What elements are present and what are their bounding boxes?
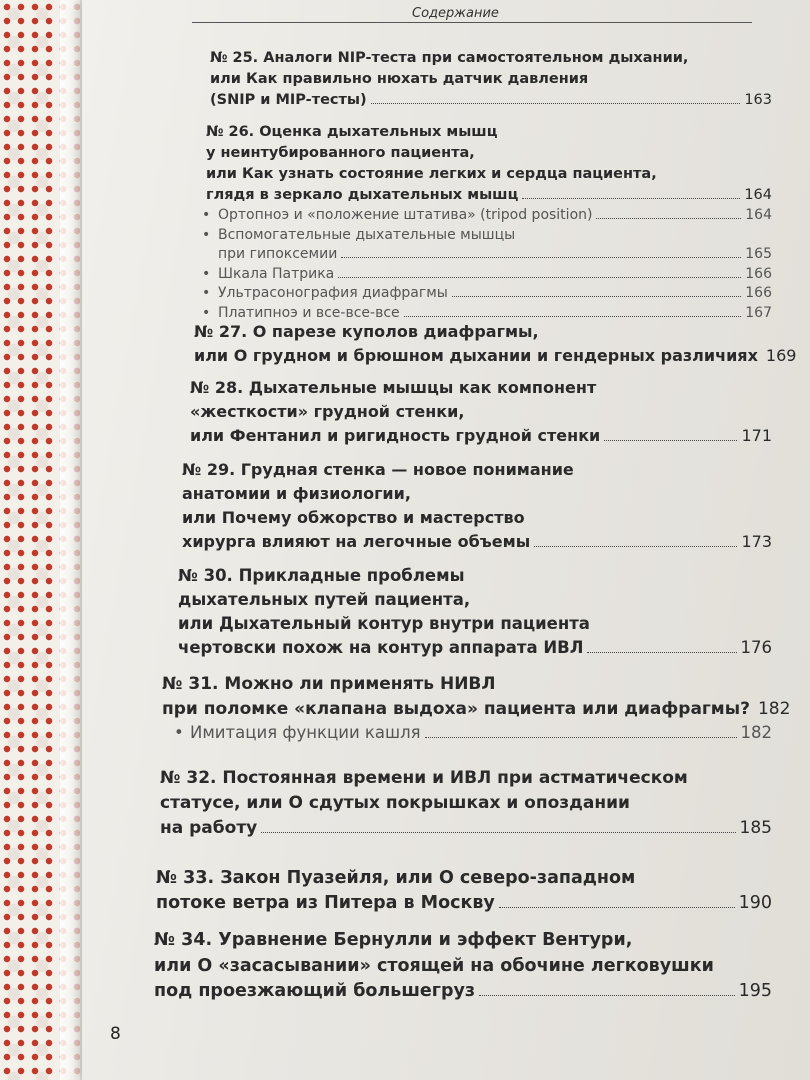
bullet-icon: • [202, 304, 211, 321]
toc-entry-page: 185 [739, 818, 772, 838]
toc-entry-title-text: (SNIP и MIP-тесты) [210, 92, 367, 108]
toc-entry-title-line [210, 69, 772, 90]
toc-subentry-page: 164 [745, 207, 772, 223]
toc-subentry-line [202, 265, 772, 285]
dot-leader [338, 277, 741, 278]
toc-entry-title-line [210, 48, 772, 69]
dot-leader [404, 316, 742, 317]
toc-subentry-line [202, 245, 772, 265]
toc-entry-title-line [194, 344, 797, 368]
toc-entry-title-line [156, 866, 772, 891]
toc-entry[interactable] [162, 672, 791, 745]
toc-entry-title-line [154, 954, 772, 980]
toc-entry-title-text: потоке ветра из Питера в Москву [156, 893, 495, 913]
toc-subentry[interactable] [202, 265, 772, 285]
toc-entry-title-line [160, 791, 772, 816]
toc-entry-title-text: № 34. Уравнение Бернулли и эффект Вентури, [154, 930, 633, 950]
toc-entry[interactable] [190, 376, 772, 448]
toc-entry-title-line [182, 482, 772, 506]
toc-subentry-page: 166 [745, 285, 772, 301]
toc-subentry[interactable] [202, 226, 772, 265]
toc-subentry-line [202, 284, 772, 304]
toc-entry-title-line [206, 122, 772, 143]
toc-entry-title-line [154, 928, 772, 954]
toc-entry-title-line [182, 506, 772, 530]
toc-entry-title-text: или О грудном и брюшном дыхании и гендерных различиях [194, 346, 758, 365]
toc-entry[interactable] [160, 766, 772, 841]
toc-subentry-text: при гипоксемии [218, 246, 338, 262]
toc-subentry-text: Ортопноэ и «положение штатива» (tripod position) [218, 207, 593, 223]
toc-entry-title-text: № 26. Оценка дыхательных мышц [206, 124, 498, 140]
toc-entry-page: 163 [744, 92, 772, 108]
toc-entry-title-line [162, 672, 772, 697]
dot-leader [425, 737, 737, 738]
toc-subentry-text: Вспомогательные дыхательные мышцы [218, 226, 516, 243]
toc-entry-title-text: при поломке «клапана выдоха» пациента или диафрагмы? [162, 698, 750, 719]
toc-subentry-text: Ультрасонография диафрагмы [218, 285, 448, 301]
toc-subentry-text: Платипноэ и все-все-все [218, 304, 400, 321]
toc-subentry-text: Шкала Патрика [218, 265, 335, 282]
toc-entry-title-text: № 28. Дыхательные мышцы как компонент [190, 378, 597, 397]
toc-entry-title-line [178, 588, 772, 612]
toc-entry-title-line [162, 697, 791, 722]
toc-entry-title-text: или Как узнать состояние легких и сердца пациента, [206, 166, 657, 182]
toc-subentry-page: 166 [745, 265, 772, 282]
dot-leader [587, 652, 736, 653]
dot-leader [596, 218, 741, 219]
dot-leader [452, 296, 741, 297]
toc-entry-title-line [160, 816, 772, 841]
toc-entry-title-line [156, 891, 772, 916]
toc-entry-title-line [206, 143, 772, 164]
toc-entry-title-line [154, 979, 772, 1005]
toc-entry-title-text: № 29. Грудная стенка — новое понимание [182, 460, 574, 479]
toc-entry-page: 176 [740, 638, 772, 657]
toc-entry-title-line [206, 185, 772, 206]
toc-subentry-line [202, 206, 772, 226]
toc-entry-title-line [190, 424, 772, 448]
toc-entry-page: 169 [765, 346, 797, 365]
toc-entry-title-line [182, 458, 772, 482]
toc-entry-page: 171 [741, 426, 772, 445]
toc-entry-title-text: «жесткости» грудной стенки, [190, 402, 465, 421]
toc-entry[interactable] [178, 564, 772, 660]
toc-entry-page: 164 [744, 187, 772, 203]
toc-entry-page: 195 [738, 981, 772, 1001]
toc-entry-title-text: № 30. Прикладные проблемы [178, 566, 465, 585]
toc-entry-title-text: под проезжающий большегруз [154, 981, 476, 1001]
bullet-icon: • [174, 723, 184, 742]
page-number: 8 [110, 1024, 121, 1044]
toc-entry-title-text: № 25. Аналоги NIP-теста при самостоятельном дыхании, [210, 50, 689, 66]
toc-entry[interactable] [156, 866, 772, 916]
toc-entry-title-line [210, 90, 772, 111]
dot-leader [604, 440, 737, 441]
toc-subentry-page: 182 [740, 723, 772, 742]
toc-entry-title-text: статусе, или О сдутых покрышках и опоздании [160, 793, 630, 813]
toc-entry-title-text: или О «засасывании» стоящей на обочине легковушки [154, 955, 714, 976]
toc-entry-title-text: чертовски похож на контур аппарата ИВЛ [178, 638, 584, 657]
toc-entry-title-line [190, 376, 772, 400]
toc-entry-title-text: или Фентанил и ригидность грудной стенки [190, 426, 601, 445]
toc-subentry[interactable] [202, 206, 772, 226]
toc-entry-title-text: у неинтубированного пациента, [206, 145, 475, 161]
toc-entry-page: 190 [738, 893, 772, 913]
bullet-icon: • [202, 226, 211, 243]
dot-leader [341, 257, 741, 258]
toc-entry-title-text: анатомии и физиологии, [182, 484, 411, 503]
toc-subentry-line [174, 721, 772, 745]
toc-entry[interactable] [182, 458, 772, 554]
toc-subentry[interactable] [174, 721, 772, 745]
dot-leader [371, 103, 741, 104]
toc-entry-title-text: или Дыхательный контур внутри пациента [178, 614, 590, 633]
toc-entry-title-text: на работу [160, 818, 258, 838]
bullet-icon: • [202, 285, 211, 301]
toc-entry-title-text: или Почему обжорство и мастерство [182, 508, 525, 527]
toc-entry-page: 182 [757, 698, 791, 719]
toc-entry-title-line [178, 564, 772, 588]
dot-leader [261, 832, 735, 833]
toc-entry-title-text: № 31. Можно ли применять НИВЛ [162, 674, 496, 694]
toc-entry-title-line [194, 320, 772, 344]
bullet-icon: • [202, 265, 211, 282]
toc-entry[interactable] [202, 122, 772, 323]
running-header: Содержание [412, 6, 499, 21]
dot-leader [522, 198, 740, 199]
toc-entry-title-text: дыхательных путей пациента, [178, 590, 471, 609]
toc-subentry-text: Имитация функции кашля [190, 723, 421, 742]
toc-entry-title-line [178, 636, 772, 660]
dot-leader [479, 995, 735, 996]
toc-entry-title-text: хирурга влияют на легочные объемы [182, 532, 531, 551]
toc-entry-title-text: или Как правильно нюхать датчик давления [210, 71, 589, 87]
toc-entry-title-text: глядя в зеркало дыхательных мышц [206, 187, 519, 203]
toc-entry-title-line [190, 400, 772, 424]
book-page [82, 0, 810, 1080]
toc-entry-title-line [160, 766, 772, 791]
toc-entry-title-line [206, 164, 772, 185]
dot-leader [499, 907, 735, 908]
toc-entry[interactable] [210, 48, 772, 111]
toc-subentry-line [202, 226, 772, 246]
bullet-icon: • [202, 207, 211, 223]
toc-entry-title-line [182, 530, 772, 554]
toc-entry-title-text: № 32. Постоянная времени и ИВЛ при астматическом [160, 768, 688, 788]
toc-entry-title-text: № 33. Закон Пуазейля, или О северо-западном [156, 868, 636, 888]
toc-entry[interactable] [154, 928, 772, 1005]
toc-entry[interactable] [194, 320, 797, 368]
toc-subentry-page: 167 [745, 304, 772, 321]
toc-subentry[interactable] [202, 284, 772, 304]
toc-subentry-page: 165 [745, 246, 772, 262]
header-rule [192, 22, 752, 23]
toc-entry-title-text: № 27. О парезе куполов диафрагмы, [194, 322, 539, 341]
toc-entry-title-line [178, 612, 772, 636]
dot-leader [534, 546, 737, 547]
toc-entry-page: 173 [741, 532, 772, 551]
